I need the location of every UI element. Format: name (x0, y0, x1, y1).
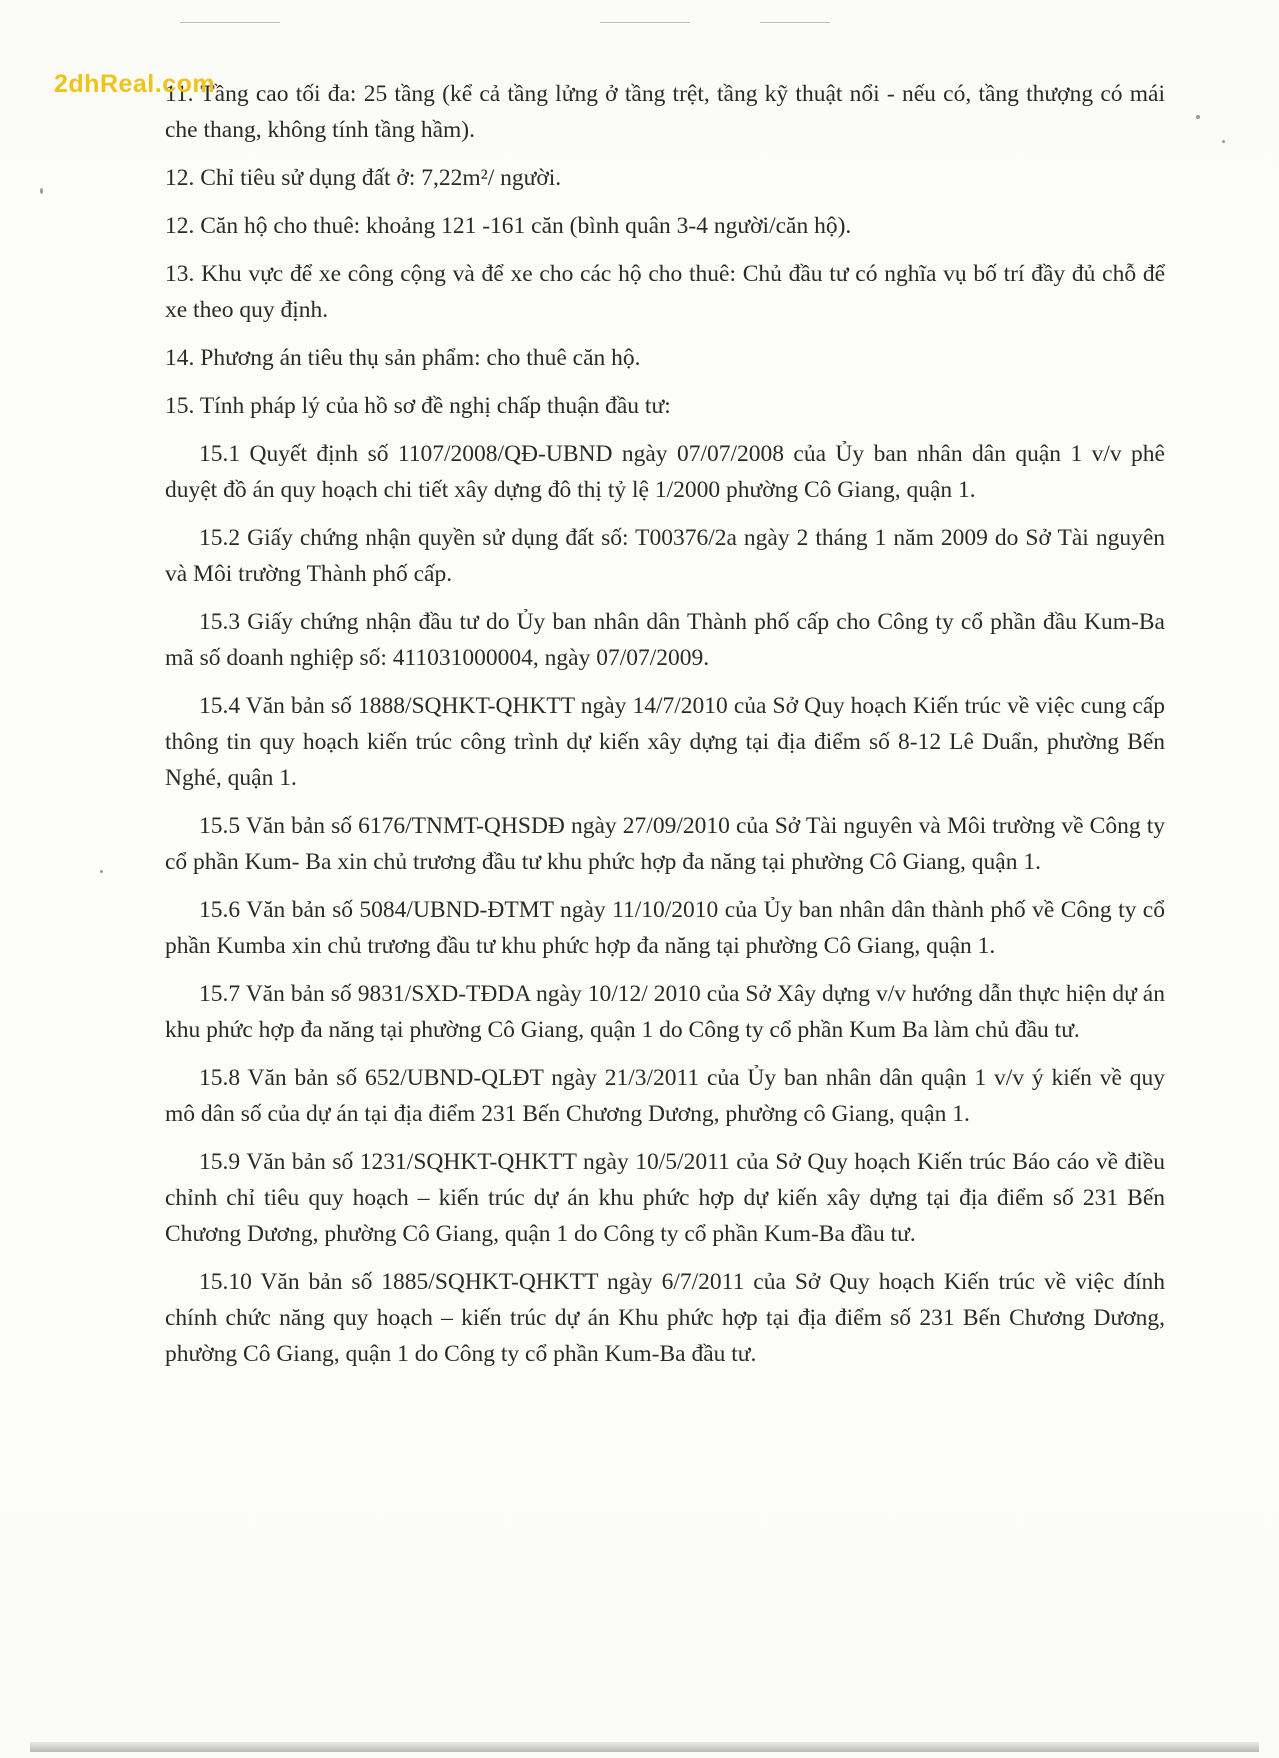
item-15-4: 15.4 Văn bản số 1888/SQHKT-QHKTT ngày 14/7/2010 của Sở Quy hoạch Kiến trúc về việc cung cấp thông tin quy hoạch kiến trúc công trình dự kiến xây dựng tại địa điểm số 8-12 Lê Duẩn, phường Bến Nghé, quận 1. (165, 693, 1165, 791)
item-12-rental-units: 12. Căn hộ cho thuê: khoảng 121 -161 căn (bình quân 3-4 người/căn hộ). (165, 213, 852, 239)
item-15-6: 15.6 Văn bản số 5084/UBND-ĐTMT ngày 11/10/2010 của Ủy ban nhân dân thành phố về Công ty cổ phần Kumba xin chủ trương đầu tư khu phức hợp đa năng tại phường Cô Giang, quận 1. (165, 897, 1165, 959)
scan-bottom-edge (30, 1742, 1259, 1752)
item-15-5: 15.5 Văn bản số 6176/TNMT-QHSDĐ ngày 27/09/2010 của Sở Tài nguyên và Môi trường về Công ty cổ phần Kum- Ba xin chủ trương đầu tư khu phức hợp đa năng tại phường Cô Giang, quận 1. (165, 813, 1165, 875)
item-15-7: 15.7 Văn bản số 9831/SXD-TĐDA ngày 10/12/ 2010 của Sở Xây dựng v/v hướng dẫn thực hiện dự án khu phức hợp đa năng tại phường Cô Giang, quận 1 do Công ty cổ phần Kum Ba làm chủ đầu tư. (165, 981, 1165, 1043)
scan-rule-right (760, 22, 830, 23)
scan-speck (1196, 115, 1200, 119)
item-15-3: 15.3 Giấy chứng nhận đầu tư do Ủy ban nhân dân Thành phố cấp cho Công ty cổ phần đầu Kum-Ba mã số doanh nghiệp số: 411031000004, ngày 07/07/2009. (165, 609, 1165, 671)
item-15-8: 15.8 Văn bản số 652/UBND-QLĐT ngày 21/3/2011 của Ủy ban nhân dân quận 1 v/v ý kiến về quy mô dân số của dự án tại địa điểm 231 Bến Chương Dương, phường cô Giang, quận 1. (165, 1065, 1165, 1127)
scan-speck (40, 188, 43, 194)
item-11: 11. Tầng cao tối đa: 25 tầng (kể cả tầng lửng ở tầng trệt, tầng kỹ thuật nổi - nếu có, tầng thượng có mái che thang, không tính tầng hầm). (165, 81, 1165, 143)
item-15-10: 15.10 Văn bản số 1885/SQHKT-QHKTT ngày 6/7/2011 của Sở Quy hoạch Kiến trúc về việc đính chính chức năng quy hoạch – kiến trúc dự án Khu phức hợp tại địa điểm số 231 Bến Chương Dương, phường Cô Giang, quận 1 do Công ty cổ phần Kum-Ba đầu tư. (165, 1269, 1165, 1367)
scan-rule-left (180, 22, 280, 23)
item-13-parking: 13. Khu vực để xe công cộng và để xe cho các hộ cho thuê: Chủ đầu tư có nghĩa vụ bố trí đầy đủ chỗ để xe theo quy định. (165, 261, 1165, 323)
document-body (165, 76, 1165, 1382)
item-14-sales-plan: 14. Phương án tiêu thụ sản phẩm: cho thuê căn hộ. (165, 345, 641, 371)
scan-speck (1222, 140, 1225, 143)
item-15-legal-basis: 15. Tính pháp lý của hồ sơ đề nghị chấp thuận đầu tư: (165, 393, 671, 419)
item-15-1: 15.1 Quyết định số 1107/2008/QĐ-UBND ngày 07/07/2008 của Ủy ban nhân dân quận 1 v/v phê duyệt đồ án quy hoạch chi tiết xây dựng đô thị tỷ lệ 1/2000 phường Cô Giang, quận 1. (165, 441, 1165, 503)
scan-speck (100, 870, 103, 873)
item-12-land-use: 12. Chỉ tiêu sử dụng đất ở: 7,22m²/ người. (165, 165, 562, 191)
item-15-2: 15.2 Giấy chứng nhận quyền sử dụng đất số: T00376/2a ngày 2 tháng 1 năm 2009 do Sở Tài nguyên và Môi trường Thành phố cấp. (165, 525, 1165, 587)
scan-rule-center (600, 22, 690, 23)
item-15-9: 15.9 Văn bản số 1231/SQHKT-QHKTT ngày 10/5/2011 của Sở Quy hoạch Kiến trúc Báo cáo về điều chỉnh chỉ tiêu quy hoạch – kiến trúc dự án khu phức hợp dự kiến xây dựng tại địa điểm số 231 Bến Chương Dương, phường Cô Giang, quận 1 do Công ty cổ phần Kum-Ba đầu tư. (165, 1149, 1165, 1247)
watermark-logo: 2dhReal.com (54, 70, 216, 98)
